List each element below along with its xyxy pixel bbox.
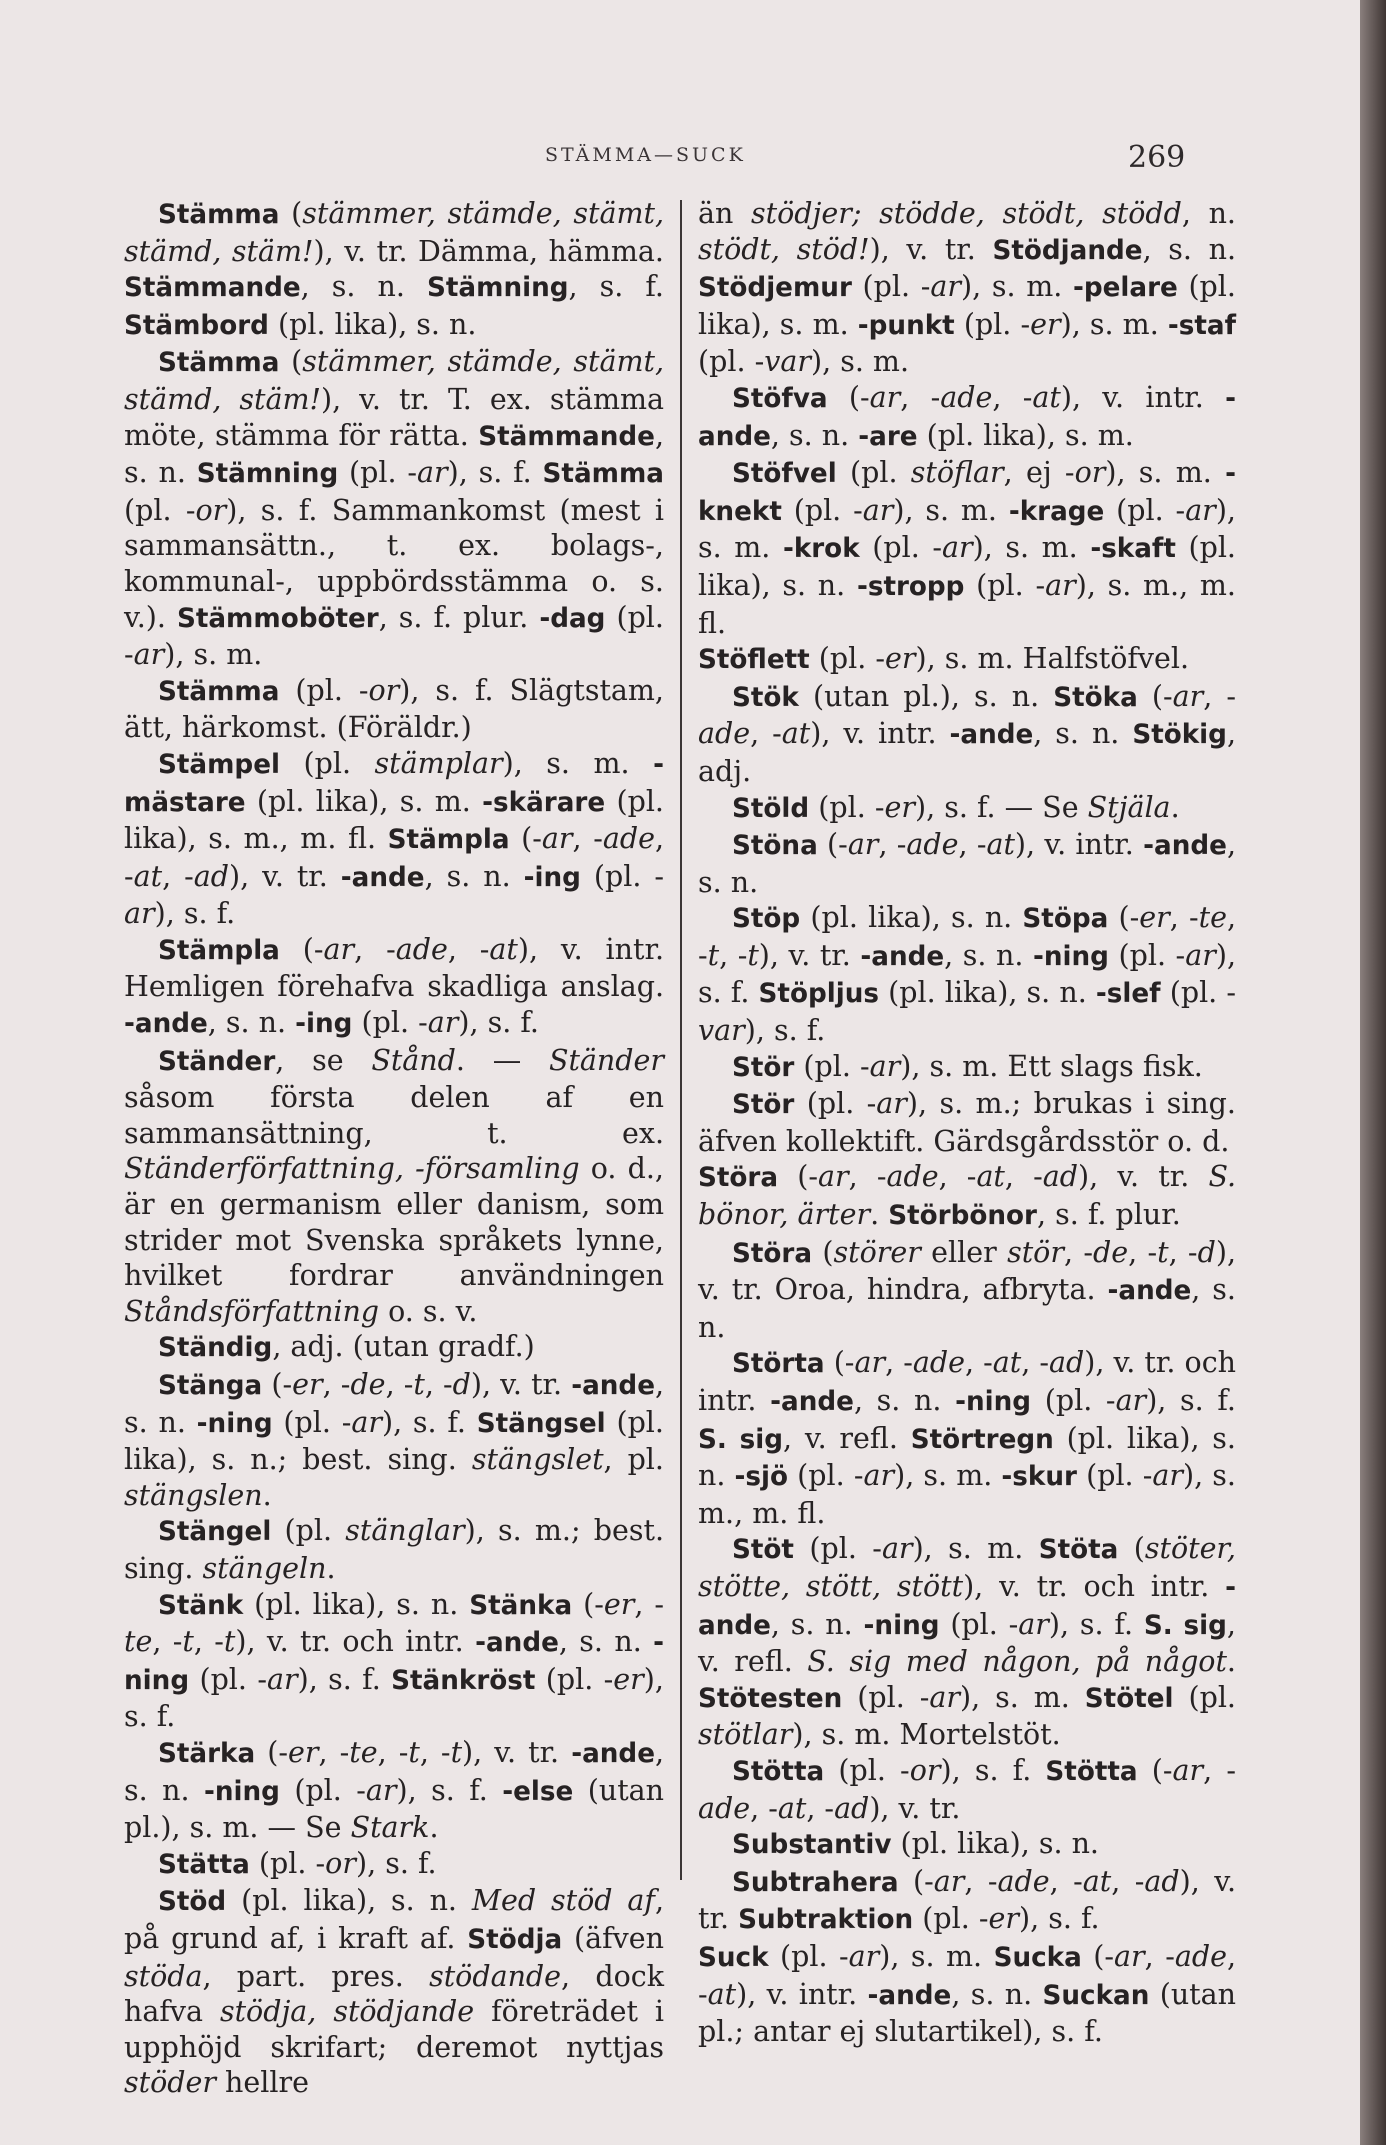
page-header xyxy=(0,138,1360,188)
dictionary-entry: Stärka (-er, -te, -t, -t), v. tr. -ande, s. n. -ning (pl. -ar), s. f. -else (utan pl.), s. m. — Se Stark. xyxy=(124,1735,665,1845)
left-column xyxy=(124,196,664,2101)
dictionary-entry: Störa (-ar, -ade, -at, -ad), v. tr. S. bönor, ärter. Störbönor, s. f. plur. xyxy=(698,1160,1237,1232)
dictionary-entry: Stämma (stämmer, stämde, stämt, stämd, stäm!), v. tr. Dämma, hämma. Stämmande, s. n. Stämning, s. f. Stämbord (pl. lika), s. n. xyxy=(124,197,664,341)
dictionary-entry: Stänga (-er, -de, -t, -d), v. tr. -ande, s. n. -ning (pl. -ar), s. f. Stängsel (pl. lika), s. n.; best. sing. stängslet, pl. stängslen. xyxy=(124,1368,665,1512)
running-head: STÄMMA—SUCK xyxy=(545,144,746,166)
dictionary-entry: Stöd (pl. lika), s. n. Med stöd af, på grund af, i kraft af. Stödja (äfven stöda, part. pres. stödande, dock hafva stödja, stödjande företrädet i upphöjd skrifart; deremot nyttjas stöder hellre xyxy=(124,1884,664,2100)
dictionary-entry: än stödjer; stödde, stödt, stödd, n. stödt, stöd!), v. tr. Stödjande, s. n. Stödjemur (pl. -ar), s. m. -pelare (pl. lika), s. m. -punkt (pl. -er), s. m. -staf (pl. -var), s. m. xyxy=(698,197,1237,379)
dictionary-entry: Stämma (pl. -or), s. f. Slägtstam, ätt, härkomst. (Föräldr.) xyxy=(124,673,664,745)
dictionary-entry: Störta (-ar, -ade, -at, -ad), v. tr. och intr. -ande, s. n. -ning (pl. -ar), s. f. S. sig, v. refl. Störtregn (pl. lika), s. n. -sjö (pl. -ar), s. m. -skur (pl. -ar), s. m., m. fl. xyxy=(698,1346,1237,1530)
page-number: 269 xyxy=(1128,140,1186,175)
dictionary-entry: Stöfva (-ar, -ade, -at), v. intr. -ande, s. n. -are (pl. lika), s. m. xyxy=(698,380,1237,452)
dictionary-entry: Stängel (pl. stänglar), s. m.; best. sing. stängeln. xyxy=(124,1514,665,1585)
dictionary-entry: Substantiv (pl. lika), s. n. xyxy=(732,1827,1099,1861)
dictionary-entry: Stör (pl. -ar), s. m.; brukas i sing. äfven kollektift. Gärdsgårdsstör o. d. xyxy=(698,1087,1236,1158)
dictionary-entry: Stämpel (pl. stämplar), s. m. -mästare (pl. lika), s. m. -skärare (pl. lika), s. m., m. fl. Stämpla (-ar, -ade, -at, -ad), v. tr. -ande, s. n. -ing (pl. -ar), s. f. xyxy=(124,746,665,931)
dictionary-entry: Stöt (pl. -ar), s. m. Stöta (stöter, stötte, stött, stött), v. tr. och intr. -ande, s. n. -ning (pl. -ar), s. f. S. sig, v. refl. S. sig med någon, på något. Stötesten (pl. -ar), s. m. Stötel (pl. stötlar), s. m. Mortelstöt. xyxy=(698,1532,1236,1752)
dictionary-entry: Ständig, adj. (utan gradf.) xyxy=(158,1330,535,1364)
dictionary-entry: Stätta (pl. -or), s. f. xyxy=(158,1846,437,1880)
dictionary-entry: Störa (störer eller stör, -de, -t, -d), v. tr. Oroa, hindra, afbryta. -ande, s. n. xyxy=(698,1235,1237,1344)
dictionary-entry: Stöfvel (pl. stöflar, ej -or), s. m. -knekt (pl. -ar), s. m. -krage (pl. -ar), s. m. -krok (pl. -ar), s. m. -skaft (pl. lika), s. n. -stropp (pl. -ar), s. m., m. fl. xyxy=(698,456,1236,640)
page-edge-shadow xyxy=(1360,0,1386,2145)
dictionary-entry: Stöna (-ar, -ade, -at), v. intr. -ande, s. n. xyxy=(698,828,1236,899)
dictionary-entry: Suck (pl. -ar), s. m. Sucka (-ar, -ade, -at), v. intr. -ande, s. n. Suckan (utan pl.; antar ej slutartikel), s. f. xyxy=(698,1939,1236,2049)
dictionary-entry: Stöld (pl. -er), s. f. — Se Stjäla. xyxy=(732,790,1180,824)
right-column xyxy=(698,196,1236,2050)
dictionary-entry: Stämpla (-ar, -ade, -at), v. intr. Hemligen förehafva skadliga anslag. -ande, s. n. -ing (pl. -ar), s. f. xyxy=(124,932,664,1040)
dictionary-entry: Stötta (pl. -or), s. f. Stötta (-ar, -ade, -at, -ad), v. tr. xyxy=(698,1753,1236,1825)
dictionary-entry: Stänk (pl. lika), s. n. Stänka (-er, -te, -t, -t), v. tr. och intr. -ande, s. n. -ning (pl. -ar), s. f. Stänkröst (pl. -er), s. f. xyxy=(124,1587,665,1734)
dictionary-entry: Stör (pl. -ar), s. m. Ett slags fisk. xyxy=(732,1049,1203,1083)
dictionary-entry: Subtrahera (-ar, -ade, -at, -ad), v. tr. Subtraktion (pl. -er), s. f. xyxy=(698,1864,1237,1936)
dictionary-entry: Stämma (stämmer, stämde, stämt, stämd, stäm!), v. tr. T. ex. stämma möte, stämma för rätta. Stämmande, s. n. Stämning (pl. -ar), s. f. Stämma (pl. -or), s. f. Sammankomst (mest i sammansättn., t. ex. bolags-, kommunal-, uppbördsstämma o. s. v.). Stämmoböter, s. f. plur. -dag (pl. -ar), s. m. xyxy=(124,345,664,672)
column-divider xyxy=(680,200,682,1880)
dictionary-entry: Stöflett (pl. -er), s. m. Halfstöfvel. xyxy=(698,642,1190,676)
dictionary-entry: Ständer, se Stånd. — Ständer såsom första delen af en sammansättning, t. ex. Ständerförfattning, -församling o. d., är en germanism eller danism, som strider mot Svenska språkets lynne, hvilket fordrar användningen Ståndsförfattning o. s. v. xyxy=(124,1043,664,1328)
dictionary-entry: Stöp (pl. lika), s. n. Stöpa (-er, -te, -t, -t), v. tr. -ande, s. n. -ning (pl. -ar), s. f. Stöpljus (pl. lika), s. n. -slef (pl. -var), s. f. xyxy=(698,901,1237,1048)
dictionary-entry: Stök (utan pl.), s. n. Stöka (-ar, -ade, -at), v. intr. -ande, s. n. Stökig, adj. xyxy=(698,679,1236,788)
